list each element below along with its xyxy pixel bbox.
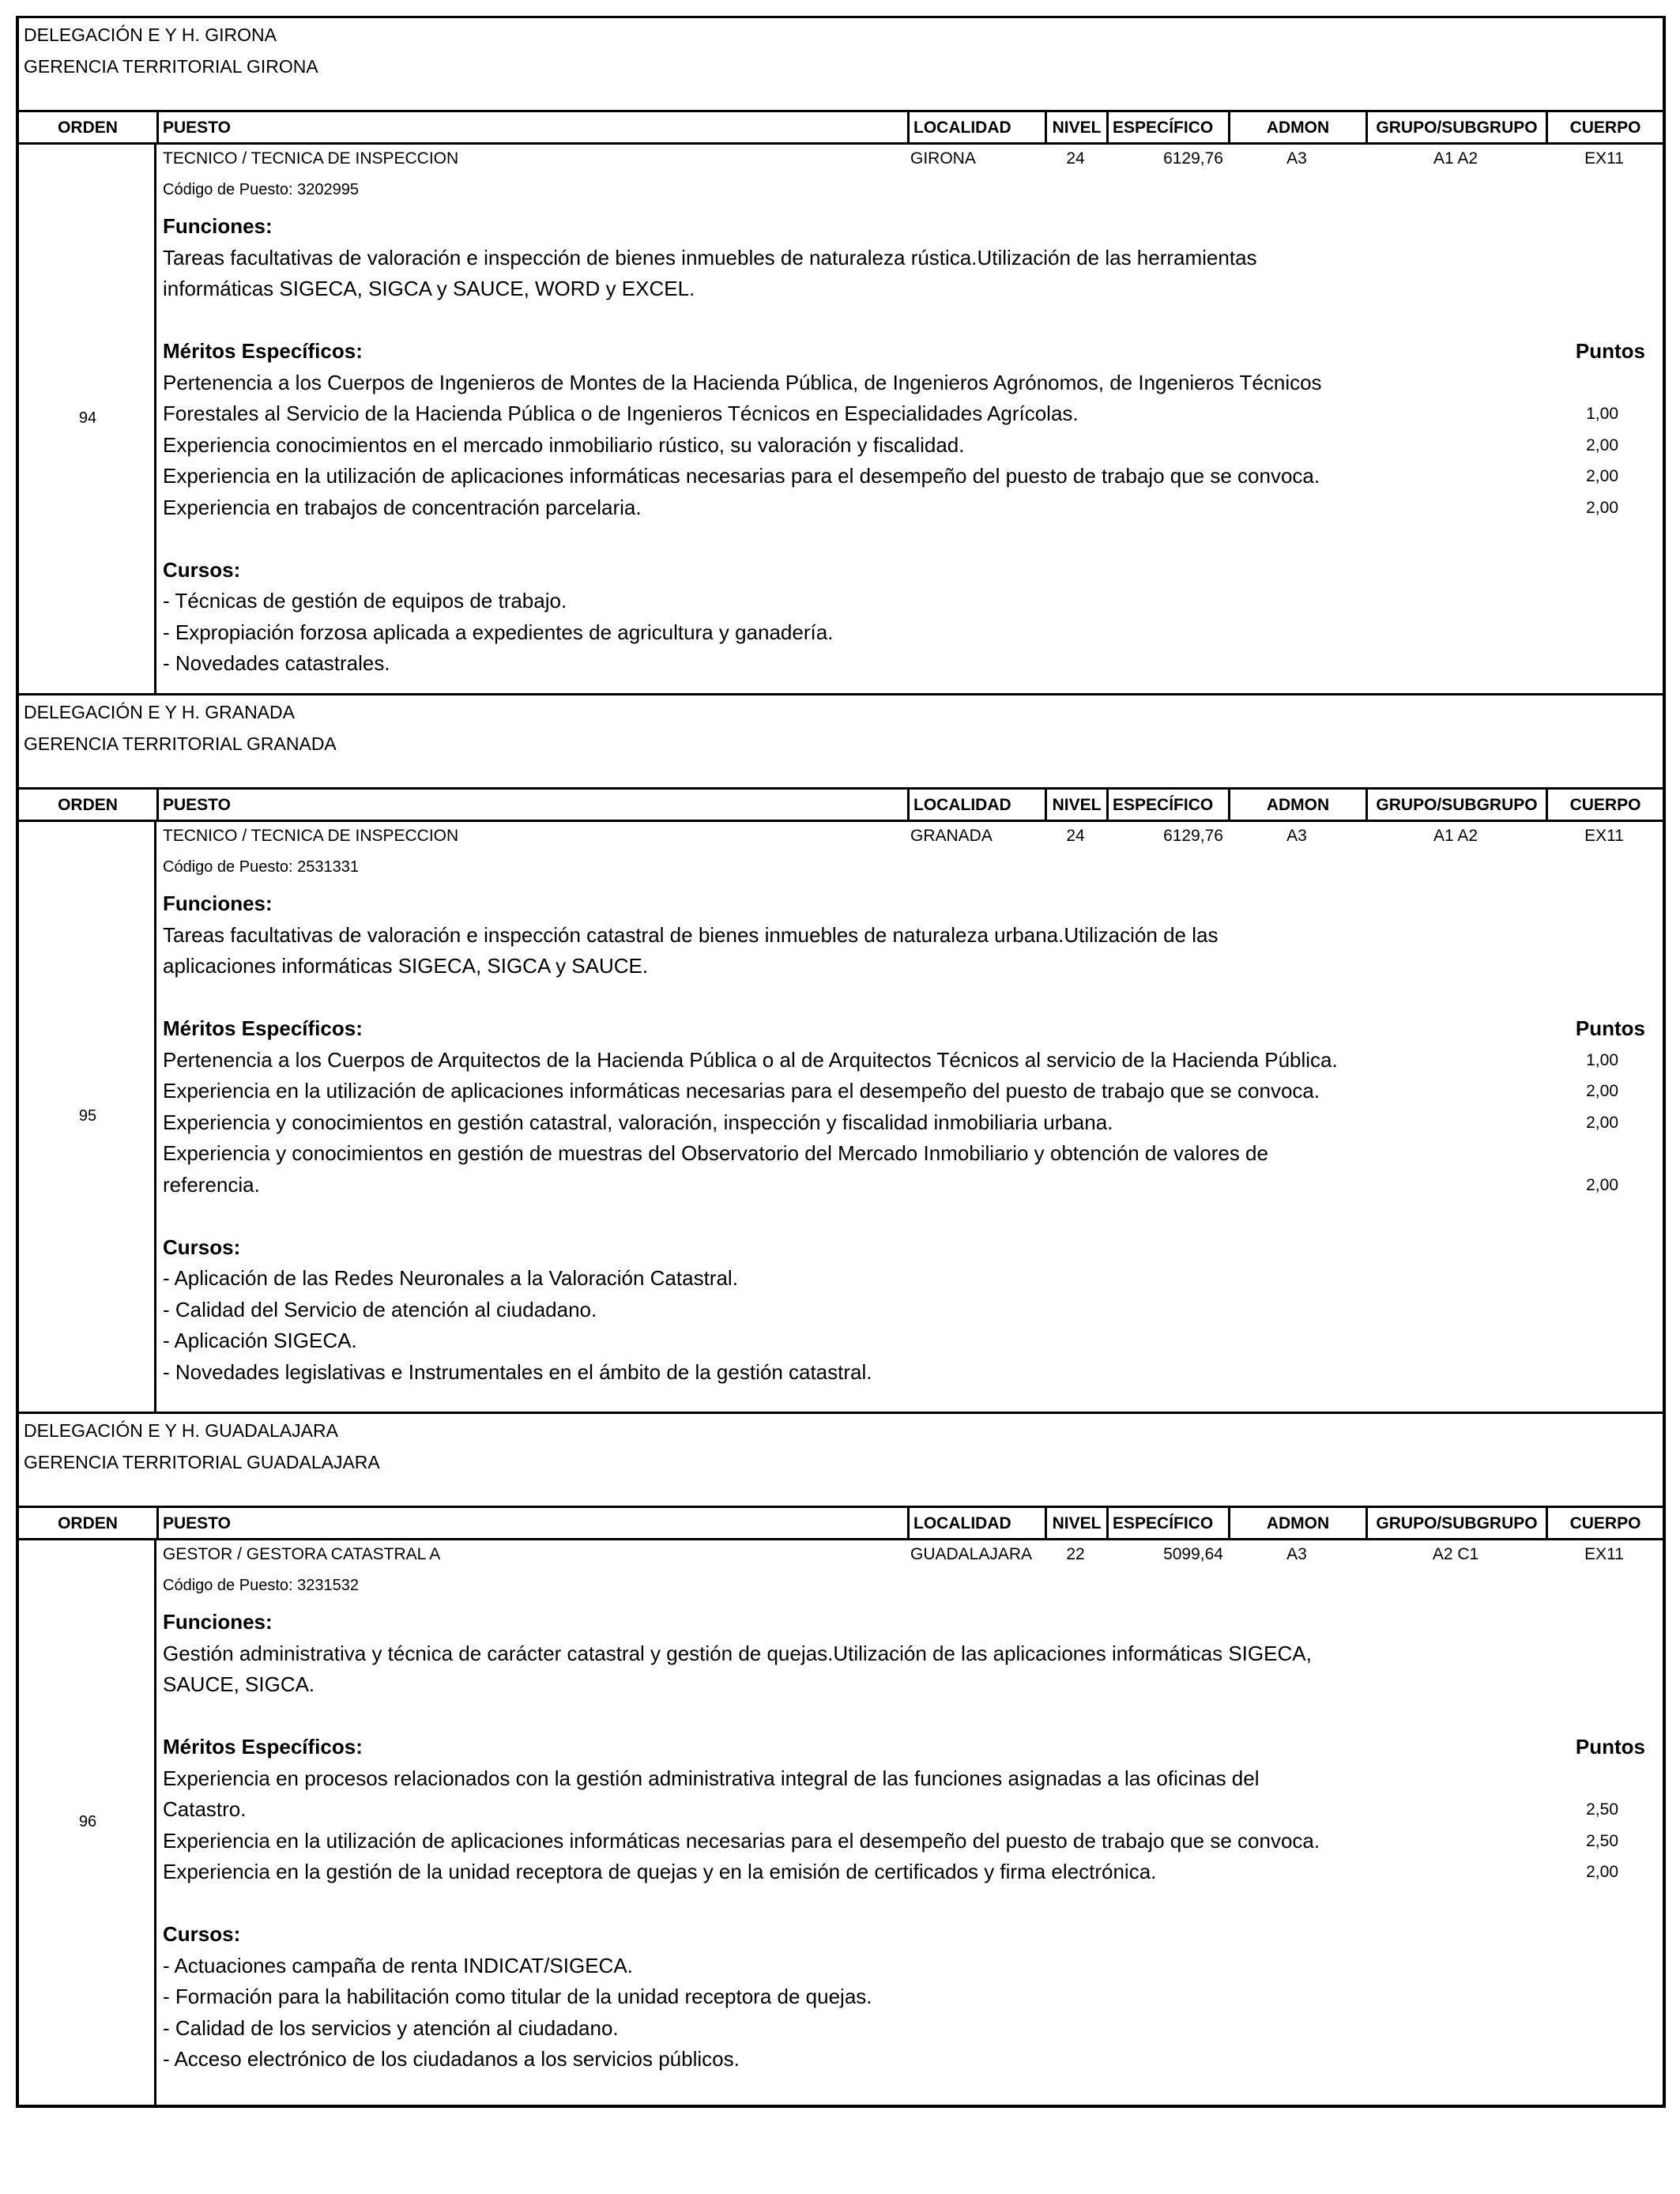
- curso-item: - Calidad del Servicio de atención al ciudadano.: [163, 1297, 597, 1321]
- merito-puntos: 2,50: [1586, 1831, 1618, 1850]
- curso-item: - Aplicación SIGECA.: [163, 1329, 357, 1352]
- curso-item: - Actuaciones campaña de renta INDICAT/SIGECA.: [163, 1953, 633, 1977]
- puesto-value: TECNICO / TECNICA DE INSPECCION: [163, 827, 459, 845]
- funciones-line: Tareas facultativas de valoración e inspección de bienes inmuebles de naturaleza rústica.Utilización de las herramientas: [163, 245, 1257, 270]
- merito-line: [163, 1826, 1663, 1857]
- funciones-line: Tareas facultativas de valoración e inspección catastral de bienes inmuebles de naturaleza urbana.Utilización de las: [163, 922, 1219, 947]
- header-grupo: GRUPO/SUBGRUPO: [1365, 790, 1546, 820]
- job-row: [19, 1540, 1663, 2105]
- header-orden: ORDEN: [58, 796, 118, 814]
- header-cuerpo: CUERPO: [1546, 112, 1663, 142]
- curso-item: - Formación para la habilitación como titular de la unidad receptora de quejas.: [163, 1985, 872, 2008]
- section-heading: [19, 18, 1663, 110]
- delegacion-title: DELEGACIÓN E Y H. GUADALAJARA: [24, 1420, 338, 1441]
- merito-puntos: 2,00: [1586, 498, 1618, 517]
- job-details: [163, 888, 1663, 1388]
- merito-puntos: 2,50: [1586, 1800, 1618, 1819]
- funciones-label: Funciones:: [163, 1610, 273, 1634]
- orden-number: 96: [78, 1813, 97, 1830]
- merito-line: [163, 1045, 1663, 1076]
- curso-item: - Expropiación forzosa aplicada a expedientes de agricultura y ganadería.: [163, 620, 834, 644]
- header-grupo: GRUPO/SUBGRUPO: [1365, 1508, 1546, 1538]
- header-admon: ADMON: [1228, 112, 1365, 142]
- header-puesto: PUESTO: [156, 1508, 907, 1538]
- codigo-puesto: Código de Puesto: 3202995: [163, 181, 359, 198]
- document: [16, 16, 1666, 2108]
- puntos-label: Puntos: [1575, 1016, 1645, 1040]
- curso-item: - Novedades legislativas e Instrumentales en el ámbito de la gestión catastral.: [163, 1359, 872, 1384]
- gerencia-title: GERENCIA TERRITORIAL GIRONA: [24, 56, 318, 77]
- meritos-header: [163, 1013, 1663, 1045]
- header-admon: ADMON: [1228, 790, 1365, 820]
- gerencia-title: GERENCIA TERRITORIAL GUADALAJARA: [24, 1452, 380, 1472]
- merito-line: [163, 1794, 1663, 1826]
- merito-text: Experiencia en la utilización de aplicaciones informáticas necesarias para el desempeño del puesto de trabajo que se convoca.: [163, 1079, 1320, 1103]
- funciones-line: SAUCE, SIGCA.: [163, 1672, 315, 1696]
- curso-item: - Acceso electrónico de los ciudadanos a los servicios públicos.: [163, 2047, 740, 2071]
- meritos-label: Méritos Específicos:: [163, 339, 363, 363]
- curso-item: - Novedades catastrales.: [163, 651, 390, 675]
- table-header: [19, 1506, 1663, 1540]
- job-details: [163, 211, 1663, 680]
- job-row: [19, 822, 1663, 1412]
- nivel-value: 24: [1066, 149, 1085, 168]
- orden-number: 94: [78, 409, 97, 427]
- cursos-label: Cursos:: [163, 1922, 241, 1946]
- curso-item: - Calidad de los servicios y atención al ciudadano.: [163, 2015, 619, 2040]
- funciones-line: aplicaciones informáticas SIGECA, SIGCA y SAUCE.: [163, 954, 649, 978]
- merito-text: Experiencia en procesos relacionados con la gestión administrativa integral de las funciones asignadas a las oficinas del: [163, 1766, 1260, 1790]
- funciones-label: Funciones:: [163, 892, 273, 915]
- merito-line: [163, 398, 1663, 430]
- job-section: [16, 693, 1666, 1412]
- merito-text: Experiencia y conocimientos en gestión catastral, valoración, inspección y fiscalidad inmobiliaria urbana.: [163, 1110, 1113, 1134]
- localidad-value: GIRONA: [910, 149, 976, 168]
- merito-text: referencia.: [163, 1172, 260, 1197]
- header-orden: ORDEN: [58, 119, 118, 137]
- funciones-line: informáticas SIGECA, SIGCA y SAUCE, WORD y EXCEL.: [163, 277, 695, 300]
- grupo-value: A2 C1: [1432, 1545, 1479, 1563]
- cursos-label: Cursos:: [163, 557, 241, 582]
- admon-value: A3: [1286, 827, 1307, 845]
- header-orden: ORDEN: [58, 1514, 118, 1532]
- header-especifico: ESPECÍFICO: [1106, 112, 1228, 142]
- header-especifico: ESPECÍFICO: [1106, 790, 1228, 820]
- funciones-line: Gestión administrativa y técnica de carácter catastral y gestión de quejas.Utilización de las aplicaciones informáticas SIGECA,: [163, 1641, 1312, 1665]
- admon-value: A3: [1286, 1545, 1307, 1563]
- meritos-label: Méritos Específicos:: [163, 1735, 363, 1759]
- puesto-value: GESTOR / GESTORA CATASTRAL A: [163, 1545, 441, 1563]
- merito-line: [163, 492, 1663, 524]
- merito-line: [163, 1170, 1663, 1201]
- merito-puntos: 2,00: [1586, 1175, 1618, 1194]
- section-heading: [19, 1414, 1663, 1506]
- merito-text: Pertenencia a los Cuerpos de Ingenieros de Montes de la Hacienda Pública, de Ingenieros Agrónomos, de Ingenieros Técnicos: [163, 370, 1322, 394]
- header-especifico: ESPECÍFICO: [1106, 1508, 1228, 1538]
- header-localidad: LOCALIDAD: [907, 112, 1045, 142]
- merito-puntos: 2,00: [1586, 1082, 1618, 1100]
- merito-text: Experiencia conocimientos en el mercado inmobiliario rústico, su valoración y fiscalidad.: [163, 432, 965, 457]
- especifico-value: 6129,76: [1163, 149, 1223, 168]
- merito-text: Experiencia en la utilización de aplicaciones informáticas necesarias para el desempeño del puesto de trabajo que se convoca.: [163, 464, 1320, 488]
- gerencia-title: GERENCIA TERRITORIAL GRANADA: [24, 733, 337, 754]
- puntos-label: Puntos: [1575, 1735, 1645, 1759]
- merito-text: Experiencia y conocimientos en gestión de muestras del Observatorio del Mercado Inmobiliario y obtención de valores de: [163, 1141, 1268, 1165]
- admon-value: A3: [1286, 149, 1307, 168]
- merito-text: Catastro.: [163, 1797, 247, 1821]
- merito-puntos: 2,00: [1586, 435, 1618, 454]
- header-grupo: GRUPO/SUBGRUPO: [1365, 112, 1546, 142]
- merito-puntos: 2,00: [1586, 1113, 1618, 1132]
- table-header: [19, 110, 1663, 145]
- merito-text: Experiencia en la gestión de la unidad receptora de quejas y en la emisión de certificados y firma electrónica.: [163, 1860, 1157, 1883]
- codigo-puesto: Código de Puesto: 2531331: [163, 858, 359, 876]
- cuerpo-value: EX11: [1584, 827, 1624, 845]
- merito-puntos: 1,00: [1586, 405, 1618, 423]
- header-nivel: NIVEL: [1045, 1508, 1106, 1538]
- merito-line: [163, 1107, 1663, 1139]
- merito-line: [163, 1857, 1663, 1888]
- grupo-value: A1 A2: [1433, 149, 1478, 168]
- delegacion-title: DELEGACIÓN E Y H. GRANADA: [24, 702, 295, 722]
- header-nivel: NIVEL: [1045, 112, 1106, 142]
- especifico-value: 6129,76: [1163, 827, 1223, 845]
- orden-number: 95: [78, 1107, 97, 1125]
- nivel-value: 24: [1066, 827, 1085, 845]
- especifico-value: 5099,64: [1163, 1545, 1223, 1563]
- merito-line: [163, 1138, 1663, 1170]
- nivel-value: 22: [1066, 1545, 1085, 1563]
- job-section: [16, 1412, 1666, 2108]
- header-admon: ADMON: [1228, 1508, 1365, 1538]
- grupo-value: A1 A2: [1433, 827, 1478, 845]
- merito-line: [163, 1076, 1663, 1107]
- curso-item: - Aplicación de las Redes Neuronales a la Valoración Catastral.: [163, 1266, 738, 1290]
- header-localidad: LOCALIDAD: [907, 1508, 1045, 1538]
- merito-text: Experiencia en la utilización de aplicaciones informáticas necesarias para el desempeño del puesto de trabajo que se convoca.: [163, 1828, 1320, 1853]
- localidad-value: GUADALAJARA: [910, 1545, 1033, 1563]
- merito-text: Experiencia en trabajos de concentración parcelaria.: [163, 495, 642, 519]
- merito-puntos: 1,00: [1586, 1050, 1618, 1069]
- job-section: [16, 16, 1666, 693]
- merito-line: [163, 461, 1663, 492]
- puesto-value: TECNICO / TECNICA DE INSPECCION: [163, 149, 459, 168]
- puntos-label: Puntos: [1575, 339, 1645, 363]
- job-row: [19, 145, 1663, 693]
- merito-puntos: 2,00: [1586, 1863, 1618, 1881]
- header-cuerpo: CUERPO: [1546, 790, 1663, 820]
- merito-puntos: 2,00: [1586, 467, 1618, 485]
- header-puesto: PUESTO: [156, 790, 907, 820]
- header-puesto: PUESTO: [156, 112, 907, 142]
- delegacion-title: DELEGACIÓN E Y H. GIRONA: [24, 25, 277, 45]
- meritos-header: [163, 1732, 1663, 1763]
- header-nivel: NIVEL: [1045, 790, 1106, 820]
- header-cuerpo: CUERPO: [1546, 1508, 1663, 1538]
- cuerpo-value: EX11: [1584, 149, 1624, 168]
- cuerpo-value: EX11: [1584, 1545, 1624, 1563]
- meritos-label: Méritos Específicos:: [163, 1016, 363, 1040]
- merito-line: [163, 368, 1663, 399]
- section-heading: [19, 696, 1663, 787]
- cursos-label: Cursos:: [163, 1235, 241, 1259]
- merito-line: [163, 430, 1663, 462]
- funciones-label: Funciones:: [163, 214, 273, 238]
- codigo-puesto: Código de Puesto: 3231532: [163, 1577, 359, 1594]
- localidad-value: GRANADA: [910, 827, 993, 845]
- merito-text: Pertenencia a los Cuerpos de Arquitectos de la Hacienda Pública o al de Arquitectos Técnicos al servicio de la Hacienda Pública.: [163, 1047, 1338, 1072]
- curso-item: - Técnicas de gestión de equipos de trabajo.: [163, 589, 567, 613]
- job-details: [163, 1607, 1663, 2075]
- table-header: [19, 787, 1663, 822]
- merito-text: Forestales al Servicio de la Hacienda Pública o de Ingenieros Técnicos en Especialidades Agrícolas.: [163, 401, 1079, 425]
- header-localidad: LOCALIDAD: [907, 790, 1045, 820]
- merito-line: [163, 1763, 1663, 1795]
- meritos-header: [163, 336, 1663, 368]
